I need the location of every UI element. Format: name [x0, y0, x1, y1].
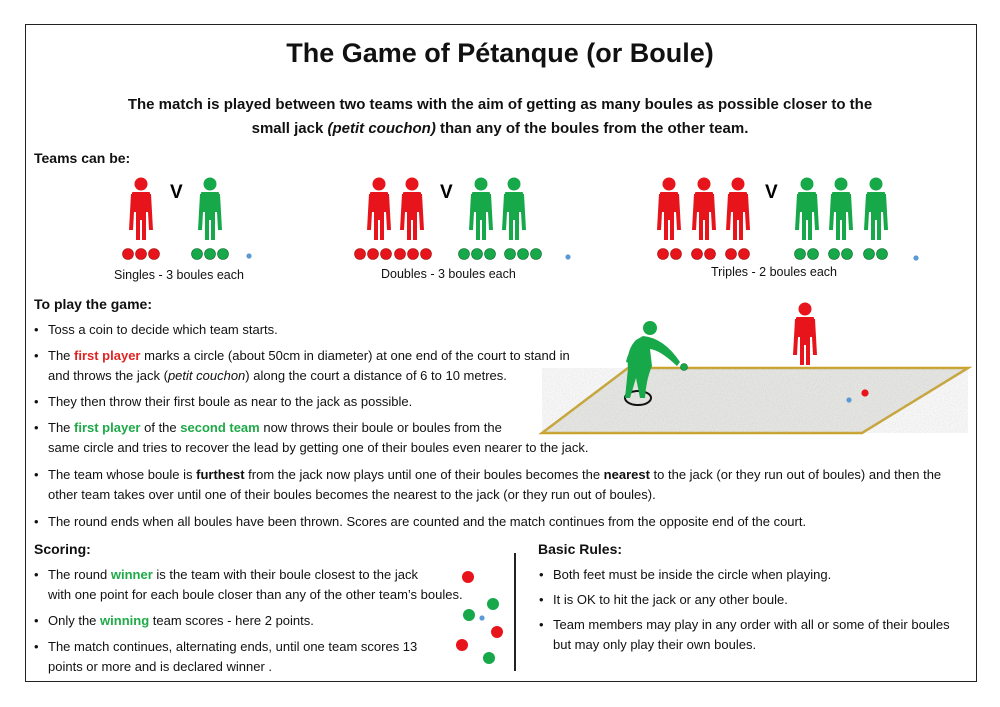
- doubles-green-players: [469, 178, 526, 241]
- teams-heading: Teams can be:: [34, 150, 131, 166]
- intro-line-2-pre: small jack: [251, 120, 328, 137]
- court-jack: [846, 397, 851, 402]
- doubles-red-players: [367, 178, 424, 241]
- play-list-bottom: [33, 465, 973, 532]
- scoring-list: [33, 565, 463, 677]
- singles-caption: Singles - 3 boules each: [114, 268, 244, 282]
- thrown-boule: [681, 364, 688, 371]
- rules-bullet-3: • Team members may play in any order with all or some of their boules but may only play their own boules.: [538, 615, 968, 655]
- waiting-red-player: [793, 303, 817, 366]
- singles-red-boules: [123, 249, 160, 260]
- scoring-bullet-3: • The match continues, alternating ends, until one team scores 13 points or more and is declared winner .: [33, 637, 463, 677]
- court-red-boule: [861, 389, 868, 396]
- triples-jack: [913, 255, 918, 260]
- rules-bullet-1: • Both feet must be inside the circle when playing.: [538, 565, 968, 585]
- doubles-jack: [565, 254, 570, 259]
- triples-green-players: [795, 178, 888, 241]
- scoring-heading: Scoring:: [34, 541, 91, 557]
- court: [542, 368, 968, 433]
- triples-green-boules: [795, 249, 888, 260]
- play-bullet-2: • The first player marks a circle (about 50cm in diameter) at one end of the court to stand in and throws the jack (petit couchon) along the court a distance of 6 to 10 metres.: [33, 346, 593, 386]
- play-bullet-3: • They then throw their first boule as near to the jack as possible.: [33, 392, 593, 412]
- triples-red-players: [657, 178, 750, 241]
- rules-heading: Basic Rules:: [538, 541, 623, 557]
- scoring-bullet-2: • Only the winning team scores - here 2 points.: [33, 611, 463, 631]
- play-bullet-5: • The team whose boule is furthest from the jack now plays until one of their boules becomes the nearest to the jack (or they run out of boules) and then the other team takes over until one of their boules becomes the nearest to the jack (or they run out of boules).: [33, 465, 973, 505]
- scoring-bullet-1: • The round winner is the team with their boule closest to the jack with one point for each boule closer than any of the other team’s boules.: [33, 565, 463, 605]
- triples-versus: V: [765, 182, 778, 203]
- singles-red-player: [129, 178, 153, 241]
- singles-versus: V: [170, 182, 183, 203]
- play-bullet-1: • Toss a coin to decide which team starts.: [33, 320, 593, 340]
- play-list-top: [33, 320, 593, 458]
- doubles-red-boules: [355, 249, 432, 260]
- triples-red-boules: [658, 249, 750, 260]
- column-divider: [514, 553, 516, 671]
- rules-bullet-2: • It is OK to hit the jack or any other boule.: [538, 590, 968, 610]
- rules-list: [538, 565, 968, 655]
- intro-line-2-italic: (petit couchon): [327, 120, 436, 137]
- intro-line-1: The match is played between two teams with the aim of getting as many boules as possible closer to the: [127, 96, 873, 113]
- singles-green-player: [198, 178, 222, 241]
- doubles-caption: Doubles - 3 boules each: [381, 267, 516, 281]
- doubles-green-boules: [459, 249, 542, 260]
- play-heading: To play the game:: [34, 296, 152, 312]
- singles-green-boules: [192, 249, 229, 260]
- doubles-versus: V: [440, 182, 453, 203]
- scoring-diagram: [456, 571, 503, 664]
- singles-jack: [246, 253, 251, 258]
- triples-caption: Triples - 2 boules each: [711, 265, 837, 279]
- page-title: The Game of Pétanque (or Boule): [286, 38, 714, 68]
- intro-line-2-post: than any of the boules from the other team.: [435, 120, 749, 137]
- play-bullet-4: • The first player of the second team now throws their boule or boules from the same circle and tries to recover the lead by getting one of their boules even nearer to the jack.: [33, 418, 593, 458]
- play-bullet-6: • The round ends when all boules have been thrown. Scores are counted and the match continues from the opposite end of the court.: [33, 512, 973, 532]
